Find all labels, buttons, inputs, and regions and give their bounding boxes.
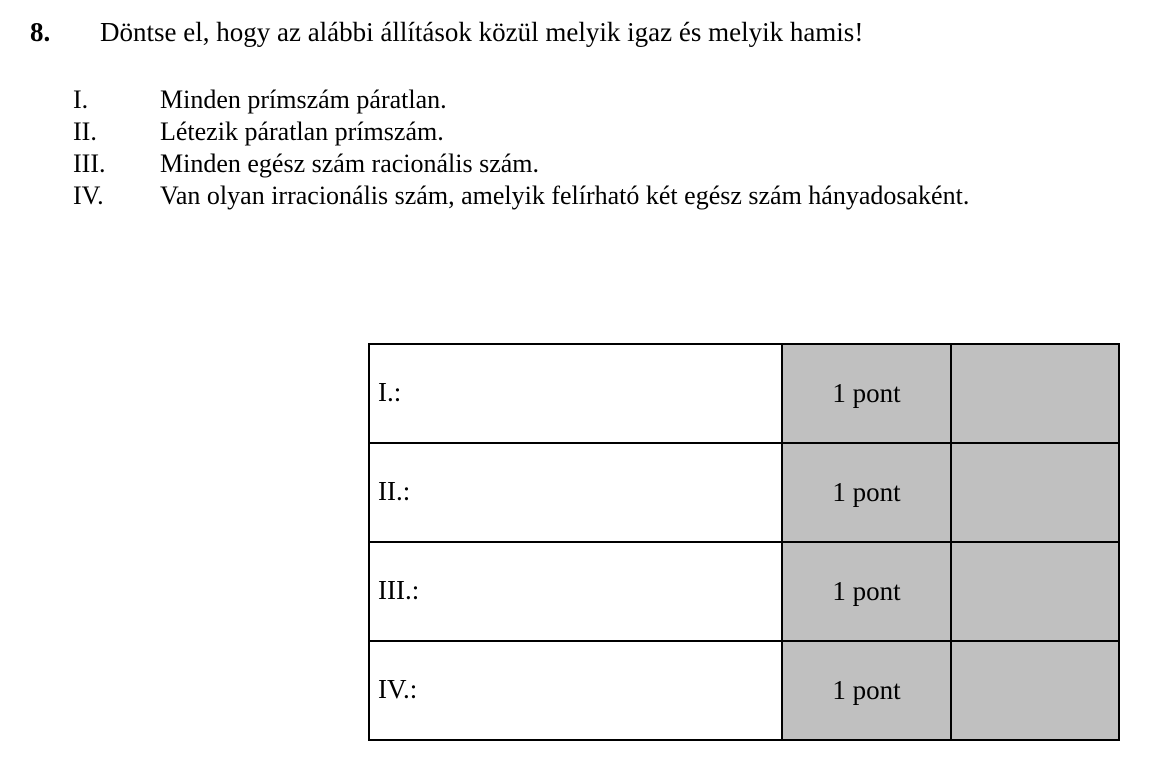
points-cell: 1 pont bbox=[782, 542, 951, 641]
answer-label: I.: bbox=[378, 377, 402, 407]
table-row bbox=[369, 344, 1119, 443]
points-cell: 1 pont bbox=[782, 641, 951, 740]
answer-cell-1[interactable] bbox=[369, 344, 782, 443]
score-cell bbox=[951, 344, 1119, 443]
answer-cell-2[interactable] bbox=[369, 443, 782, 542]
table-row bbox=[369, 641, 1119, 740]
answer-label: III.: bbox=[378, 575, 420, 605]
score-cell bbox=[951, 641, 1119, 740]
statement-text: Minden egész szám racionális szám. bbox=[160, 149, 540, 178]
statement-text: Van olyan irracionális szám, amelyik felírható két egész szám hányadosaként. bbox=[160, 181, 970, 210]
answer-cell-4[interactable] bbox=[369, 641, 782, 740]
statement-number: II. bbox=[73, 117, 97, 146]
score-cell bbox=[951, 443, 1119, 542]
statement-text: Minden prímszám páratlan. bbox=[160, 85, 447, 114]
answer-table bbox=[368, 343, 1120, 741]
statement-number: IV. bbox=[73, 181, 104, 210]
points-cell: 1 pont bbox=[782, 344, 951, 443]
question-number: 8. bbox=[30, 17, 51, 47]
question-text: Döntse el, hogy az alábbi állítások közül melyik igaz és melyik hamis! bbox=[100, 17, 864, 47]
answer-cell-3[interactable] bbox=[369, 542, 782, 641]
statement-text: Létezik páratlan prímszám. bbox=[160, 117, 444, 146]
answer-label: II.: bbox=[378, 476, 411, 506]
points-cell: 1 pont bbox=[782, 443, 951, 542]
table-row bbox=[369, 443, 1119, 542]
score-cell bbox=[951, 542, 1119, 641]
statement-number: I. bbox=[73, 85, 89, 114]
statement-number: III. bbox=[73, 149, 106, 178]
table-row bbox=[369, 542, 1119, 641]
answer-label: IV.: bbox=[378, 674, 418, 704]
